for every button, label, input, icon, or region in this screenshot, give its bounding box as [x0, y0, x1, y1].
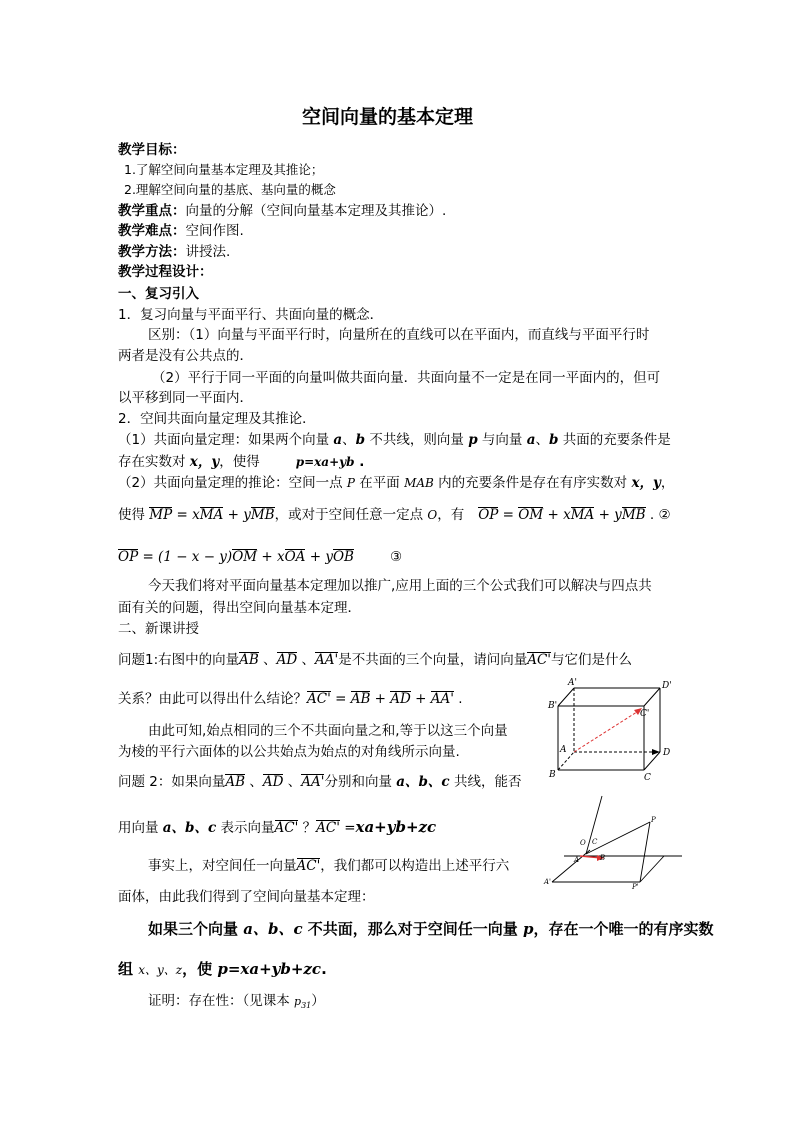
vec-AA1: AA'	[314, 652, 339, 668]
point-label: A	[574, 856, 580, 864]
edge	[644, 688, 660, 706]
text-segment: 关系？由此可以得出什么结论？	[118, 691, 307, 707]
vertex-label: B	[549, 770, 556, 780]
vec-AD: AD	[262, 774, 284, 790]
math-p: p	[523, 920, 534, 938]
vertex-label: D	[663, 748, 671, 758]
vec-AC1: AC'	[296, 858, 321, 874]
decomposition-figure	[540, 792, 682, 897]
process-label: 教学过程设计：	[118, 264, 213, 280]
difficulty-label: 教学难点：	[118, 223, 186, 239]
text-segment: 在平面	[354, 475, 405, 491]
formula-three	[118, 548, 402, 566]
question-2: 问题 2：如果向量AB 、AD 、AA'分别和向量 a、b、c 共线，能否	[118, 774, 522, 790]
formula-op-full: OP = (1 − x − y)OM + xOA + yOB	[118, 549, 354, 565]
text-segment: 分别和向量	[324, 774, 397, 790]
formula-theorem: p=xa+yb+zc	[217, 960, 322, 978]
edge	[558, 688, 574, 706]
vec-AC1: AC'	[274, 820, 299, 836]
plane-edge	[552, 850, 590, 882]
page-title: 空间向量的基本定理	[302, 106, 474, 128]
paragraph: 为棱的平行六面体的以公共始点为始点的对角线所示向量.	[118, 744, 460, 760]
math-P: P	[346, 476, 355, 490]
text-segment: ？	[298, 820, 317, 836]
formula-xyz: xa+yb+zc	[355, 818, 437, 836]
section1-heading: 一、复习引入	[118, 286, 199, 302]
text-segment: 问题 2：如果向量	[118, 774, 226, 790]
math-a: a	[526, 432, 536, 448]
question-2-cont: 用向量 a、b、c 表示向量AC' ？AC' =xa+yb+zc	[118, 818, 437, 836]
circle-three: ③	[389, 549, 403, 565]
formula-op: OP = OM + xMA + yMB	[478, 507, 646, 523]
math-xy: x，y	[631, 475, 661, 491]
difficulty-text: 空间作图.	[185, 223, 244, 239]
vec-AC1: AC'	[316, 820, 340, 836]
math-O: O	[427, 508, 438, 522]
coplanar-theorem-cont	[118, 453, 364, 471]
formula-ac1: AC' = AB + AD + AA'	[307, 691, 454, 707]
section2-heading: 二、新课讲授	[118, 621, 199, 637]
text-segment: ）	[311, 993, 325, 1009]
method	[118, 243, 230, 261]
teaching-goals	[118, 141, 186, 159]
text-segment: ，有	[437, 507, 465, 523]
text-segment: ，我们都可以构造出上述平行六	[320, 858, 510, 874]
theorem-cont: 组 x、y、z，使 p=xa+yb+zc.	[118, 960, 327, 978]
formula-p: p=xa+yb	[295, 455, 355, 469]
text-segment: 事实上，对空间任一向量	[148, 858, 297, 874]
vec-AB: AB	[239, 652, 259, 668]
text-segment: 不共线，则向量	[365, 432, 469, 448]
question-1: 问题1:右图中的向量AB 、AD 、AA'是不共面的三个向量，请问向量AC'与它们是什么	[118, 652, 632, 668]
vec-AD: AD	[276, 652, 298, 668]
corollary: （2）共面向量定理的推论：空间一点 P 在平面 MAB 内的充要条件是存在有序实数对 x，y，	[118, 475, 675, 491]
paragraph: （2）平行于同一平面的向量叫做共面向量．共面向量不一定是在同一平面内的，但可	[152, 370, 661, 386]
vertex-label: D'	[662, 681, 672, 691]
math-xy: x，y	[189, 454, 220, 470]
text-segment: （1）共面向量定理：如果两个向量	[118, 432, 334, 448]
goal-item: 2.理解空间向量的基底、基向量的概念	[124, 182, 336, 197]
math-abc: a、b、c	[243, 920, 303, 938]
paragraph: 面体，由此我们得到了空间向量基本定理：	[118, 889, 375, 905]
point-label: P'	[632, 883, 639, 891]
circle-two: ②	[658, 507, 671, 523]
formula-mp: MP = xMA + yMB	[149, 507, 275, 523]
text-segment: 共线，能否	[449, 774, 522, 790]
key-point	[118, 202, 446, 220]
text-segment: 存在实数对	[118, 454, 190, 470]
paragraph	[148, 857, 509, 875]
math-abc: a、b、c	[162, 820, 217, 836]
text-segment: 用向量	[118, 820, 163, 836]
proof	[148, 992, 325, 1015]
text-segment: 不共面，那么对于空间任一向量	[302, 920, 524, 938]
point-label: A'	[544, 878, 551, 886]
vec-AA1: AA'	[301, 774, 325, 790]
paragraph: 今天我们将对平面向量基本定理加以推广,应用上面的三个公式我们可以解决与四点共	[148, 578, 652, 594]
goal-item: 1.了解空间向量基本定理及其推论；	[124, 162, 324, 177]
math-p31: $p_{31}$	[294, 995, 312, 1011]
question-1-cont: 关系？由此可以得出什么结论？AC' = AB + AD + AA' .	[118, 691, 463, 707]
key-point-label: 教学重点：	[118, 203, 186, 219]
math-xyz: x、y、z	[138, 963, 183, 977]
text-segment: ，使	[182, 960, 218, 978]
math-b: b	[355, 432, 366, 448]
math-MAB: MAB	[404, 476, 434, 490]
point-label: C	[592, 838, 598, 846]
corollary-formula: 使得 MP = xMA + yMB，或对于空间任意一定点 O，有 OP = OM + xMA + yMB . ②	[118, 507, 671, 523]
point-label: O	[580, 839, 586, 847]
period: .	[354, 454, 365, 470]
vec-AB: AB	[225, 774, 246, 790]
text-segment: ，或对于空间任意一定点	[274, 507, 428, 523]
text-segment: 共面的充要条件是	[558, 432, 671, 448]
text-segment: 如果三个向量	[148, 920, 244, 938]
paragraph: 面有关的问题，得出空间向量基本定理．	[118, 600, 361, 616]
method-label: 教学方法：	[118, 244, 186, 260]
goals-label: 教学目标：	[118, 142, 186, 158]
text-segment: （2）共面向量定理的推论：空间一点	[118, 475, 347, 491]
text-segment: 组	[118, 960, 139, 978]
diagonal-vector	[574, 710, 640, 752]
math-p: p	[468, 432, 478, 448]
vertex-label: C	[644, 773, 651, 783]
text-segment: ，存在一个唯一的有序实数	[533, 920, 714, 938]
vertex-label: C'	[640, 709, 650, 719]
text-segment: 与向量	[477, 432, 527, 448]
method-text: 讲授法.	[185, 244, 231, 260]
vertex-label: A'	[568, 678, 577, 688]
key-point-text: 向量的分解（空间向量基本定理及其推论）.	[185, 203, 447, 219]
vertex-label: B'	[548, 701, 558, 711]
math-a-b: a	[333, 432, 343, 448]
text-segment: 问题1:右图中的向量	[118, 652, 240, 668]
paragraph: 两者是没有公共点的．	[118, 348, 253, 364]
difficulty	[118, 222, 244, 240]
paragraph: 1．复习向量与平面平行、共面向量的概念．	[118, 307, 384, 323]
math-b: b	[548, 432, 559, 448]
parallelepiped-figure	[536, 672, 686, 787]
vertex-label: A	[560, 745, 567, 755]
point-label: P	[651, 816, 656, 824]
vec-AC1: AC'	[527, 652, 551, 668]
text-segment: ，使得	[219, 454, 260, 470]
text-segment: 证明：存在性：（见课本	[148, 993, 295, 1009]
paragraph: 由此可知,始点相同的三个不共面向量之和,等于以这三个向量	[148, 723, 508, 739]
text-segment: 内的充要条件是存在有序实数对	[433, 475, 632, 491]
text-segment: 使得	[118, 507, 150, 523]
text-segment: 与它们是什么	[551, 652, 632, 668]
point-label: B	[600, 854, 606, 862]
paragraph: 以平移到同一平面内．	[118, 390, 253, 406]
theorem	[148, 920, 714, 938]
coplanar-theorem: （1）共面向量定理：如果两个向量 a、b 不共线，则向量 p 与向量 a、b 共面的充要条件是	[118, 432, 671, 448]
math-abc: a、b、c	[396, 774, 450, 790]
paragraph: 2．空间共面向量定理及其推论．	[118, 411, 316, 427]
text-segment: 表示向量	[216, 820, 275, 836]
paragraph: 区别：（1）向量与平面平行时，向量所在的直线可以在平面内，而直线与平面平行时	[148, 327, 650, 343]
text-segment: 是不共面的三个向量，请问向量	[338, 652, 528, 668]
